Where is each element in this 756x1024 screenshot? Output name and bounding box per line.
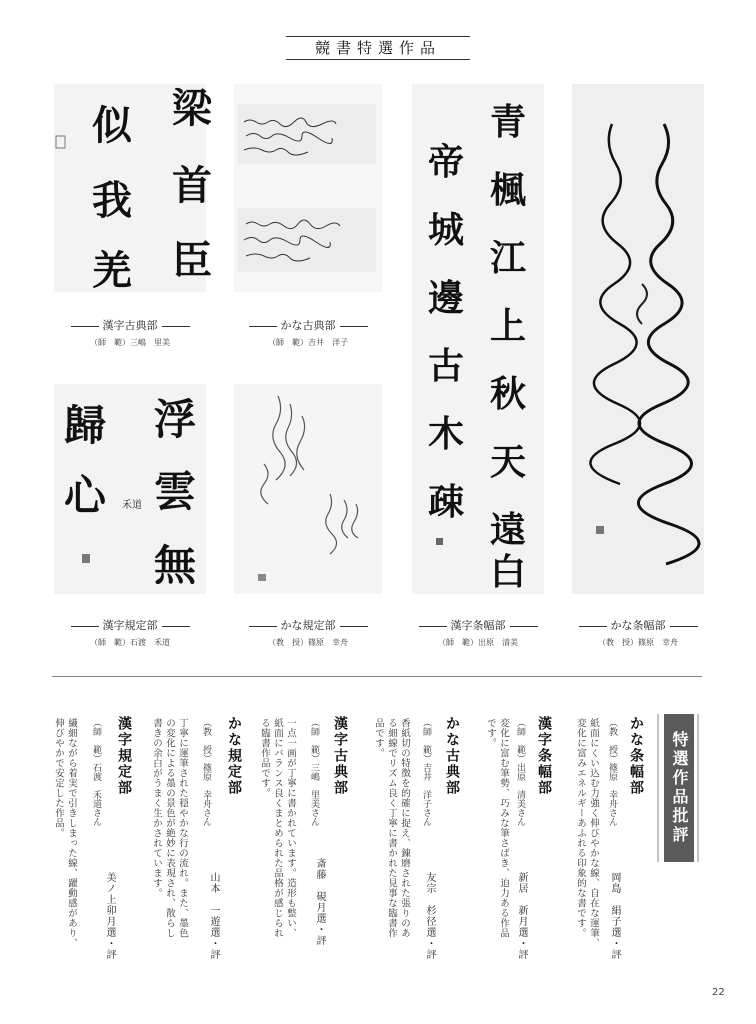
svg-text:古: 古 bbox=[428, 345, 465, 387]
critique-body: 紙面にくい込む力強く伸びやかな線、自在な運筆、 変化に富みエネルギーあふれる印象的な書です。 bbox=[575, 718, 599, 948]
critique-author: （師 範）三嶋 里美さん bbox=[309, 718, 319, 826]
svg-text:邊: 邊 bbox=[428, 277, 465, 319]
category-label: かな条幅部 bbox=[572, 617, 704, 633]
critique-heading: 漢字条幅部 bbox=[536, 716, 552, 796]
svg-text:木: 木 bbox=[428, 413, 465, 455]
divider bbox=[52, 676, 702, 677]
critique-heading: 漢字規定部 bbox=[116, 716, 132, 796]
svg-text:青: 青 bbox=[490, 101, 527, 143]
page-title: 競書特選作品 bbox=[286, 36, 470, 60]
page-number: 22 bbox=[712, 987, 725, 998]
artwork-kana-scroll bbox=[572, 84, 704, 594]
artist-name: （師 範）出原 清美 bbox=[438, 638, 518, 647]
critique-heading: かな規定部 bbox=[226, 716, 242, 796]
category-label: 漢字古典部 bbox=[54, 317, 206, 333]
svg-text:禾道: 禾道 bbox=[122, 500, 142, 511]
critique-signature: 山本 一遊選・評 bbox=[208, 872, 219, 960]
critique-signature: 美ノ上卯月選・評 bbox=[104, 872, 115, 960]
svg-text:心: 心 bbox=[64, 471, 107, 520]
svg-text:帝: 帝 bbox=[428, 141, 465, 183]
critique-author: （教 授）篠原 幸舟さん bbox=[201, 718, 211, 826]
svg-text:臣: 臣 bbox=[172, 237, 212, 284]
artwork-kanji-standard bbox=[54, 384, 206, 594]
critique-author: （師 範）石渡 禾道さん bbox=[91, 718, 101, 826]
svg-text:首: 首 bbox=[172, 162, 212, 209]
artwork-kanji-scroll bbox=[412, 84, 544, 594]
critique-signature: 斎藤 硯月選・評 bbox=[314, 858, 325, 946]
svg-text:似: 似 bbox=[92, 102, 132, 149]
critique-heading: かな条幅部 bbox=[628, 716, 644, 796]
critique-author: （教 授）篠原 幸舟さん bbox=[607, 718, 617, 826]
artist-name: （教 授）篠原 幸舟 bbox=[268, 638, 348, 647]
artist-name: （師 範）吉井 洋子 bbox=[268, 338, 348, 347]
category-label: 漢字条幅部 bbox=[412, 617, 544, 633]
svg-text:羌: 羌 bbox=[92, 247, 132, 294]
svg-text:我: 我 bbox=[92, 177, 132, 224]
critique-body: 丁寧に運筆された穏やかな行の流れ。また、墨色 の変化による墨の景色が絶妙に表現され、散らし 書きの余白がうまく生かされています。 bbox=[151, 718, 188, 938]
critique-heading: かな古典部 bbox=[444, 716, 460, 796]
artist-name: （教 授）篠原 幸舟 bbox=[598, 638, 678, 647]
category-label: 漢字規定部 bbox=[54, 617, 206, 633]
critique-signature: 岡島 絹子選・評 bbox=[609, 872, 620, 960]
svg-text:城: 城 bbox=[428, 209, 465, 251]
svg-text:梁: 梁 bbox=[172, 85, 212, 132]
critique-signature: 友宗 杉径選・評 bbox=[424, 872, 435, 960]
artist-name: （師 範）三嶋 里美 bbox=[90, 338, 170, 347]
critique-body: 繊細ながら着実で引きしまった線、躍動感があり、 伸びやかで安定した作品。 bbox=[53, 718, 77, 948]
svg-text:無: 無 bbox=[154, 541, 197, 590]
artist-name: （師 範）石渡 禾道 bbox=[90, 638, 170, 647]
svg-text:白: 白 bbox=[490, 551, 527, 593]
category-label: かな規定部 bbox=[234, 617, 382, 633]
svg-text:浮: 浮 bbox=[154, 395, 197, 444]
svg-text:歸: 歸 bbox=[64, 401, 107, 450]
critique-body: 一点一画が丁寧に書かれています。造形も整い、 紙面にバランス良くまとめられた品格が感じられ る臨書作品です。 bbox=[259, 718, 296, 938]
svg-text:疎: 疎 bbox=[428, 481, 465, 523]
svg-text:楓: 楓 bbox=[490, 169, 527, 211]
artwork-kana-classic bbox=[234, 84, 382, 292]
svg-text:天: 天 bbox=[490, 441, 527, 483]
critique-badge: 特選作品批評 bbox=[664, 714, 694, 862]
critique-body: 香紙切の特徴を的確に捉え、錬磨された張りのあ る細線でリズム良く丁寧に書かれた見事な臨書作 品です。 bbox=[373, 718, 410, 938]
category-label: かな古典部 bbox=[234, 317, 382, 333]
svg-text:遠: 遠 bbox=[490, 509, 527, 551]
critique-body: 変化に富む筆勢、巧みな筆さばき、迫力ある作品 です。 bbox=[485, 718, 509, 938]
artwork-kanji-classic bbox=[54, 84, 212, 294]
svg-text:上: 上 bbox=[490, 305, 527, 347]
svg-text:雲: 雲 bbox=[154, 467, 197, 516]
critique-author: （師 範）吉井 洋子さん bbox=[421, 718, 431, 826]
svg-text:江: 江 bbox=[490, 237, 527, 279]
critique-author: （師 範）出原 清美さん bbox=[515, 718, 525, 826]
artwork-kana-standard bbox=[234, 384, 382, 594]
critique-heading: 漢字古典部 bbox=[332, 716, 348, 796]
svg-text:秋: 秋 bbox=[490, 373, 527, 415]
critique-signature: 新居 新月選・評 bbox=[516, 872, 527, 960]
